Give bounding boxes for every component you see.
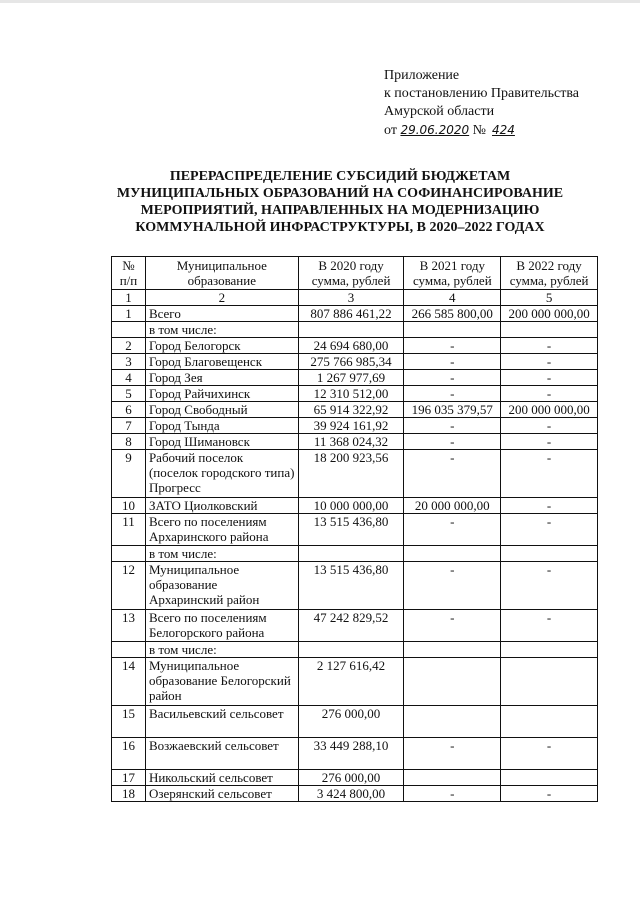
header-num: № п/п: [112, 257, 146, 290]
amount-2022: -: [501, 514, 598, 546]
row-number: 6: [112, 402, 146, 418]
municipality-name: Город Белогорск: [145, 338, 298, 354]
amount-2022: [501, 706, 598, 738]
amount-2022: -: [501, 738, 598, 770]
row-number: 17: [112, 770, 146, 786]
row-number: 1: [112, 306, 146, 322]
amount-2020: 1 267 977,69: [298, 370, 404, 386]
amount-2021: -: [404, 386, 501, 402]
decree-number: 424: [492, 123, 515, 137]
table-header-row: [112, 257, 598, 290]
column-index: 3: [298, 290, 404, 306]
row-number: 18: [112, 786, 146, 802]
amount-2022: -: [501, 786, 598, 802]
municipality-name: Город Свободный: [145, 402, 298, 418]
municipality-name: в том числе:: [145, 322, 298, 338]
row-number: 5: [112, 386, 146, 402]
amount-2022: 200 000 000,00: [501, 402, 598, 418]
amount-2020: 33 449 288,10: [298, 738, 404, 770]
table-row: [112, 322, 598, 338]
municipality-name: Город Райчихинск: [145, 386, 298, 402]
table-row: [112, 658, 598, 706]
amount-2020: 18 200 923,56: [298, 450, 404, 498]
amount-2020: 65 914 322,92: [298, 402, 404, 418]
table-row: [112, 450, 598, 498]
amount-2020: 10 000 000,00: [298, 498, 404, 514]
amount-2021: -: [404, 418, 501, 434]
amount-2021: -: [404, 434, 501, 450]
amount-2020: [298, 322, 404, 338]
number-label: №: [472, 123, 487, 138]
table-row: [112, 418, 598, 434]
row-number: 7: [112, 418, 146, 434]
amount-2021: -: [404, 354, 501, 370]
municipality-name: Город Тында: [145, 418, 298, 434]
municipality-name: Озерянский сельсовет: [145, 786, 298, 802]
municipality-name: ЗАТО Циолковский: [145, 498, 298, 514]
amount-2022: [501, 770, 598, 786]
amount-2022: -: [501, 418, 598, 434]
appendix-line3: Амурской области: [384, 104, 495, 119]
amount-2020: 47 242 829,52: [298, 610, 404, 642]
table-row: [112, 338, 598, 354]
amount-2020: 13 515 436,80: [298, 562, 404, 610]
municipality-name: Всего: [145, 306, 298, 322]
row-number: 2: [112, 338, 146, 354]
amount-2021: -: [404, 450, 501, 498]
table-row: [112, 370, 598, 386]
amount-2022: [501, 658, 598, 706]
municipality-name: Никольский сельсовет: [145, 770, 298, 786]
municipality-name: Рабочий поселок (поселок городского типа) Прогресс: [145, 450, 298, 498]
table-row: [112, 770, 598, 786]
row-number: 11: [112, 514, 146, 546]
amount-2020: [298, 642, 404, 658]
table-row: [112, 402, 598, 418]
amount-2020: 807 886 461,22: [298, 306, 404, 322]
table-row: [112, 354, 598, 370]
row-number: 8: [112, 434, 146, 450]
decree-date: 29.06.2020: [400, 123, 470, 137]
amount-2021: -: [404, 786, 501, 802]
municipality-name: Всего по поселениям Белогорского района: [145, 610, 298, 642]
table-row: [112, 738, 598, 770]
row-number: 13: [112, 610, 146, 642]
amount-2021: [404, 322, 501, 338]
municipality-name: Муниципальное образование Белогорский район: [145, 658, 298, 706]
from-label: от: [384, 123, 397, 138]
amount-2022: 200 000 000,00: [501, 306, 598, 322]
column-index: 2: [145, 290, 298, 306]
amount-2022: -: [501, 498, 598, 514]
amount-2021: [404, 546, 501, 562]
row-number: 15: [112, 706, 146, 738]
amount-2020: 276 000,00: [298, 770, 404, 786]
table-row: [112, 386, 598, 402]
amount-2020: 11 368 024,32: [298, 434, 404, 450]
amount-2021: [404, 658, 501, 706]
amount-2022: -: [501, 434, 598, 450]
table-row: [112, 642, 598, 658]
row-number: 9: [112, 450, 146, 498]
amount-2021: -: [404, 562, 501, 610]
amount-2020: 275 766 985,34: [298, 354, 404, 370]
column-index: 4: [404, 290, 501, 306]
row-number: 10: [112, 498, 146, 514]
municipality-name: Возжаевский сельсовет: [145, 738, 298, 770]
appendix-block: [384, 67, 579, 140]
table-row: [112, 786, 598, 802]
amount-2021: [404, 706, 501, 738]
column-index: 1: [112, 290, 146, 306]
table-row: [112, 546, 598, 562]
row-number: [112, 322, 146, 338]
row-number: 16: [112, 738, 146, 770]
municipality-name: Город Благовещенск: [145, 354, 298, 370]
municipality-name: Муниципальное образование Архаринский район: [145, 562, 298, 610]
amount-2022: -: [501, 450, 598, 498]
column-index-row: [112, 290, 598, 306]
municipality-name: в том числе:: [145, 546, 298, 562]
amount-2022: -: [501, 562, 598, 610]
amount-2021: -: [404, 370, 501, 386]
appendix-line2: к постановлению Правительства: [384, 86, 580, 101]
amount-2022: [501, 642, 598, 658]
row-number: [112, 642, 146, 658]
row-number: 3: [112, 354, 146, 370]
column-index: 5: [501, 290, 598, 306]
amount-2020: 24 694 680,00: [298, 338, 404, 354]
table-row: [112, 434, 598, 450]
municipality-name: в том числе:: [145, 642, 298, 658]
amount-2022: -: [501, 610, 598, 642]
amount-2021: [404, 770, 501, 786]
row-number: 12: [112, 562, 146, 610]
amount-2022: -: [501, 338, 598, 354]
table-row: [112, 610, 598, 642]
header-2020: В 2020 году сумма, рублей: [298, 257, 404, 290]
amount-2020: 276 000,00: [298, 706, 404, 738]
amount-2020: [298, 546, 404, 562]
amount-2022: -: [501, 370, 598, 386]
amount-2021: [404, 642, 501, 658]
municipality-name: Город Шимановск: [145, 434, 298, 450]
municipality-name: Город Зея: [145, 370, 298, 386]
amount-2021: -: [404, 514, 501, 546]
table-row: [112, 498, 598, 514]
appendix-line1: Приложение: [384, 68, 460, 83]
header-2022: В 2022 году сумма, рублей: [501, 257, 598, 290]
amount-2020: 2 127 616,42: [298, 658, 404, 706]
row-number: 14: [112, 658, 146, 706]
amount-2021: -: [404, 610, 501, 642]
municipality-name: Васильевский сельсовет: [145, 706, 298, 738]
table-row: [112, 706, 598, 738]
table-row: [112, 306, 598, 322]
amount-2022: [501, 322, 598, 338]
document-title: ПЕРЕРАСПРЕДЕЛЕНИЕ СУБСИДИЙ БЮДЖЕТАМ МУНИЦИПАЛЬНЫХ ОБРАЗОВАНИЙ НА СОФИНАНСИРОВАНИЕ МЕРОПРИЯТИЙ, НАПРАВЛЕННЫХ НА МОДЕРНИЗАЦИЮ КОММУНАЛЬНОЙ ИНФРАСТРУКТУРЫ, В 2020–2022 ГОДАХ: [116, 169, 564, 235]
amount-2021: -: [404, 738, 501, 770]
amount-2021: -: [404, 338, 501, 354]
amount-2021: 20 000 000,00: [404, 498, 501, 514]
amount-2020: 3 424 800,00: [298, 786, 404, 802]
row-number: [112, 546, 146, 562]
header-municipality: Муниципальное образование: [145, 257, 298, 290]
subsidy-table: [111, 256, 598, 802]
table-row: [112, 562, 598, 610]
amount-2021: 196 035 379,57: [404, 402, 501, 418]
amount-2022: [501, 546, 598, 562]
amount-2020: 39 924 161,92: [298, 418, 404, 434]
table-row: [112, 514, 598, 546]
amount-2020: 13 515 436,80: [298, 514, 404, 546]
amount-2022: -: [501, 354, 598, 370]
amount-2021: 266 585 800,00: [404, 306, 501, 322]
header-2021: В 2021 году сумма, рублей: [404, 257, 501, 290]
table-body: [112, 306, 598, 802]
amount-2022: -: [501, 386, 598, 402]
municipality-name: Всего по поселениям Архаринского района: [145, 514, 298, 546]
row-number: 4: [112, 370, 146, 386]
scan-edge: [0, 0, 640, 3]
amount-2020: 12 310 512,00: [298, 386, 404, 402]
appendix-signature-line: [384, 121, 579, 140]
